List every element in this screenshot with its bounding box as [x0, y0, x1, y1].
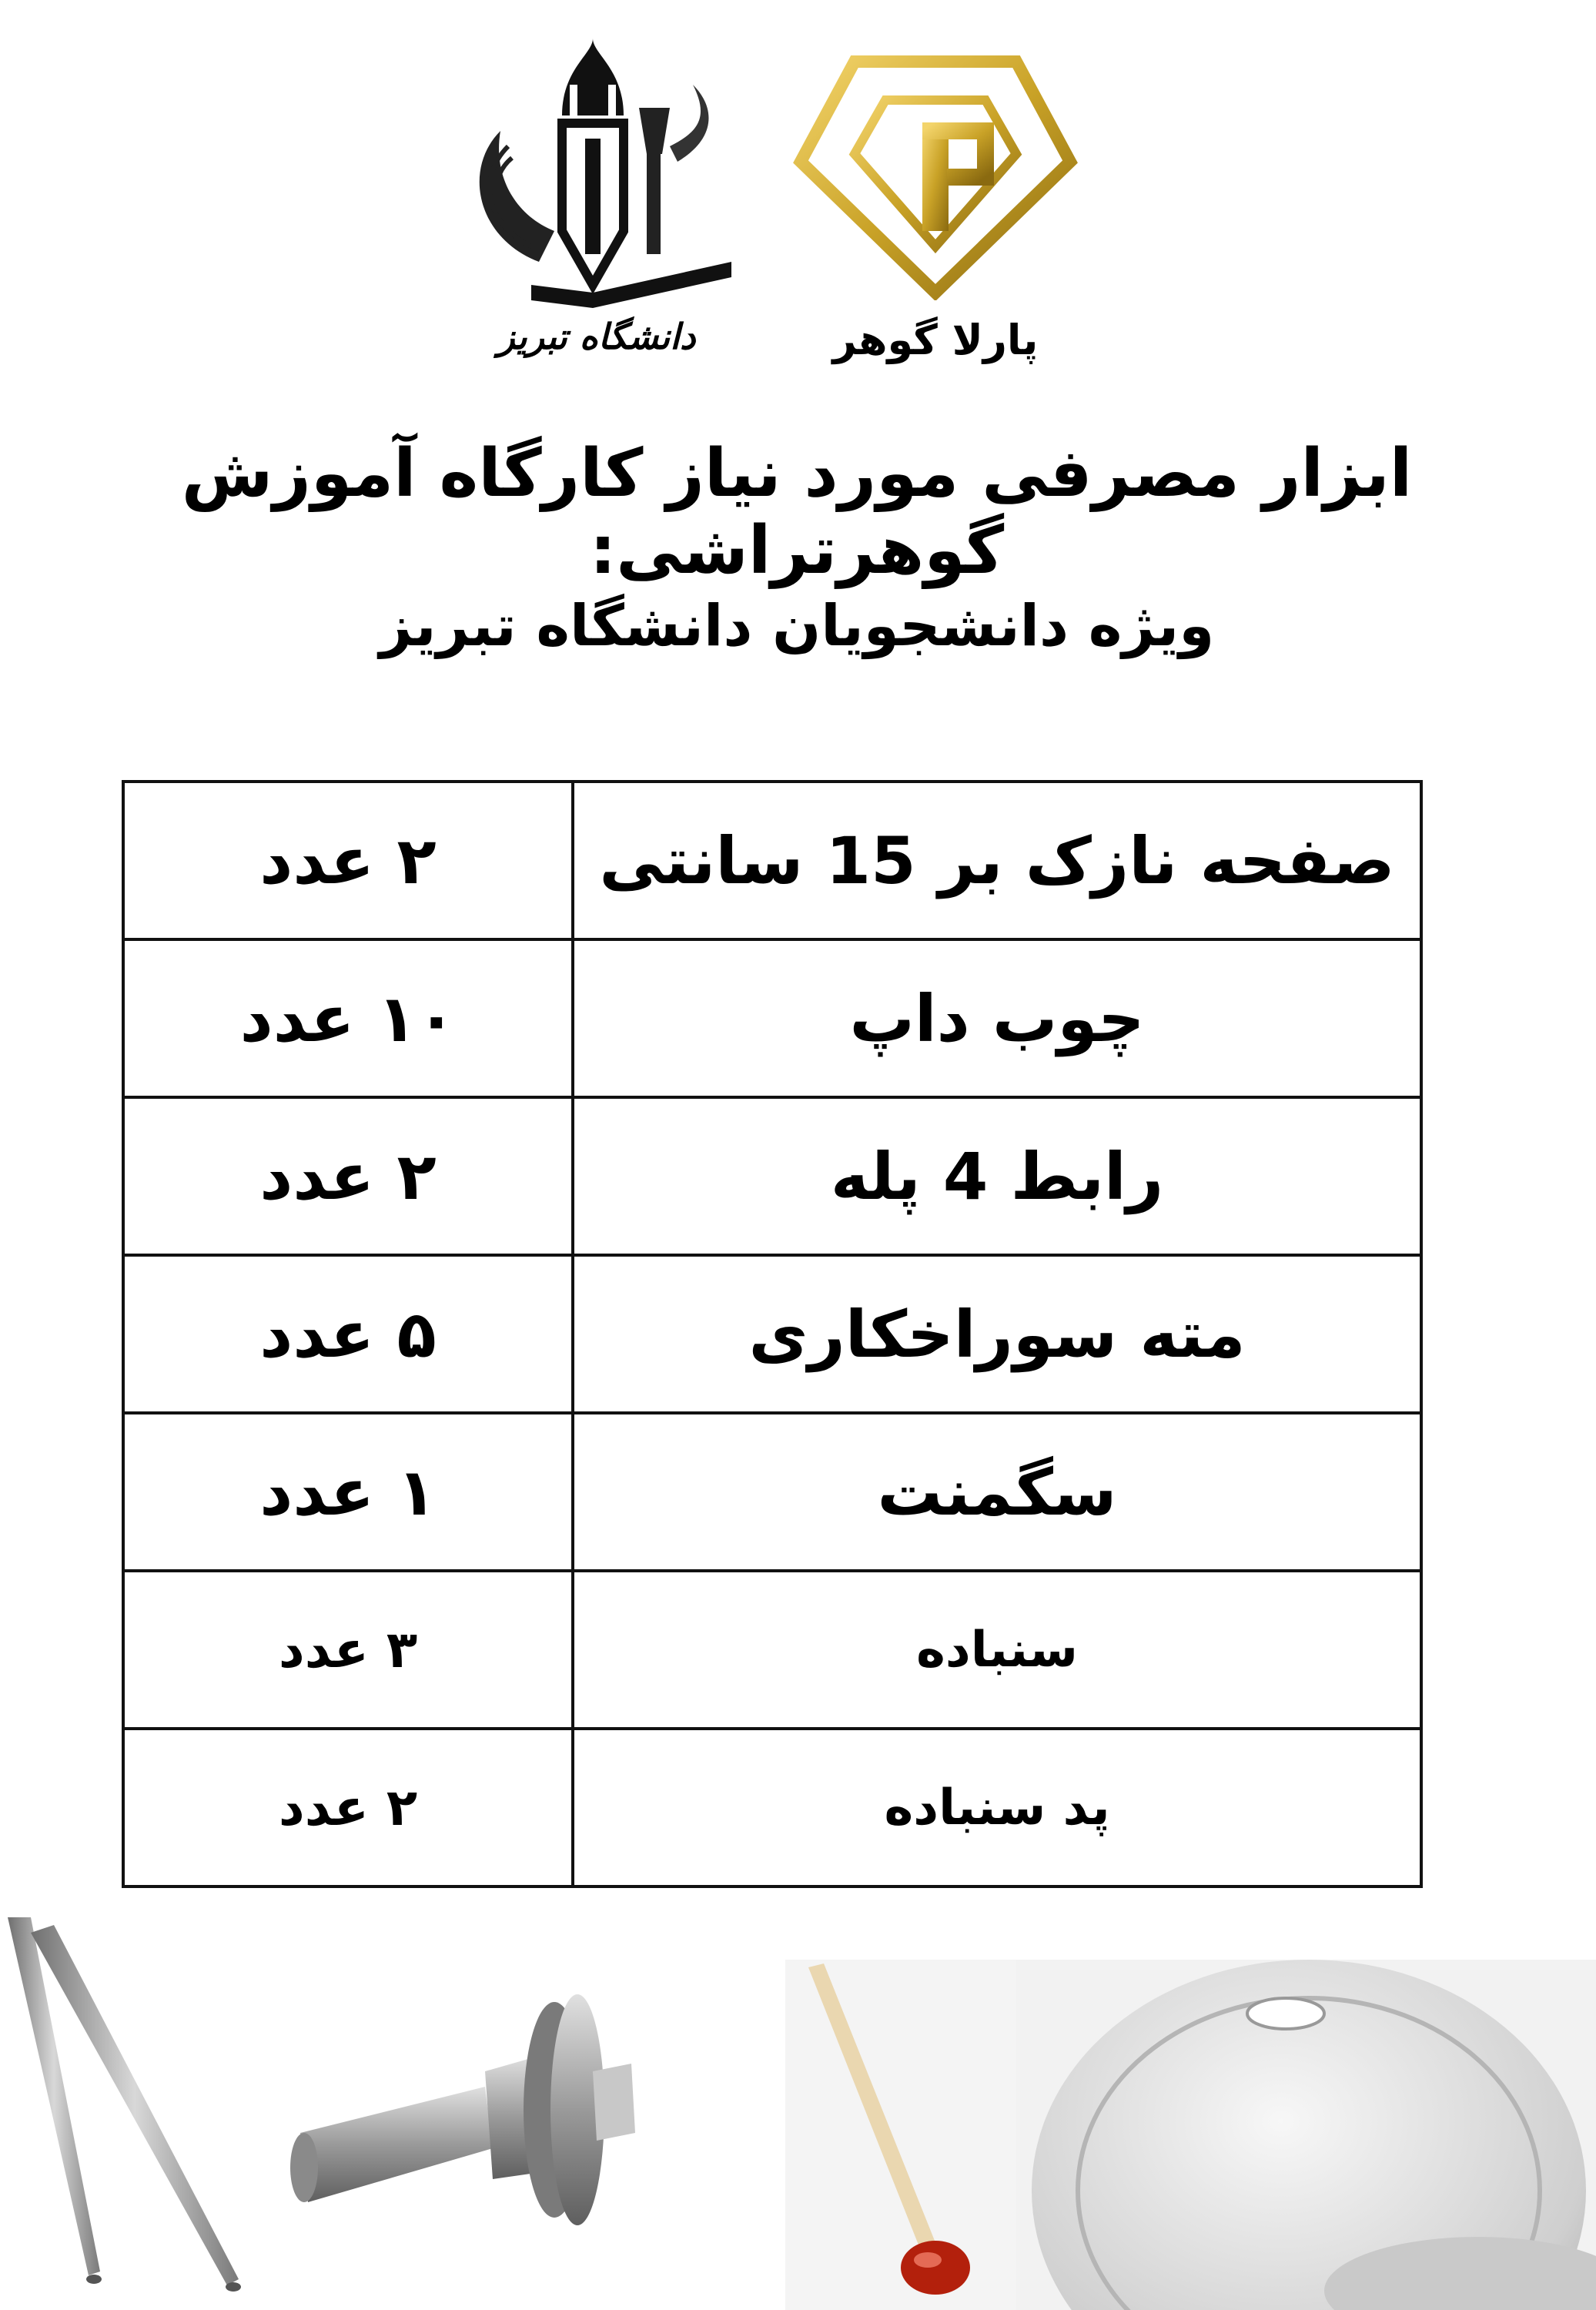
tabriz-university-logo	[447, 31, 747, 362]
table-row	[123, 939, 1421, 1097]
adapter-photo	[285, 1956, 716, 2272]
dop-stick-photo	[785, 1960, 1047, 2310]
table-row	[123, 1097, 1421, 1255]
item-name: چوب داپ	[573, 939, 1421, 1097]
consumables-table	[122, 780, 1423, 1888]
table-row	[123, 1413, 1421, 1571]
item-name: پد سنباده	[573, 1729, 1421, 1886]
table-row	[123, 1729, 1421, 1886]
tabriz-logo-text: دانشگاه تبریز	[497, 316, 696, 357]
parla-gohar-logo	[793, 46, 1078, 362]
item-name: صفحه نازک بر 15 سانتی	[573, 782, 1421, 939]
item-name: سنباده	[573, 1571, 1421, 1729]
item-name: مته سوراخکاری	[573, 1255, 1421, 1413]
gem-diamond-icon	[793, 46, 1078, 300]
tabriz-emblem-icon	[447, 31, 747, 308]
item-quantity: ۲ عدد	[123, 1729, 573, 1886]
parla-logo-text: پارلا گوهر	[832, 316, 1039, 364]
item-quantity: ۲ عدد	[123, 1097, 573, 1255]
table-row	[123, 782, 1421, 939]
item-quantity: ۵ عدد	[123, 1255, 573, 1413]
drill-bits-photo	[0, 1917, 262, 2310]
page-subtitle: ویژه دانشجویان دانشگاه تبریز	[379, 593, 1215, 659]
table-row	[123, 1571, 1421, 1729]
item-quantity: ۲ عدد	[123, 782, 573, 939]
page-title: ابزار مصرفی مورد نیاز کارگاه آموزش گوهرتراشی:	[181, 435, 1413, 589]
item-quantity: ۱ عدد	[123, 1413, 573, 1571]
item-quantity: ۱۰ عدد	[123, 939, 573, 1097]
item-name: سگمنت	[573, 1413, 1421, 1571]
table-row	[123, 1255, 1421, 1413]
cutting-disc-photo	[1016, 1960, 1596, 2310]
item-name: رابط 4 پله	[573, 1097, 1421, 1255]
item-quantity: ۳ عدد	[123, 1571, 573, 1729]
